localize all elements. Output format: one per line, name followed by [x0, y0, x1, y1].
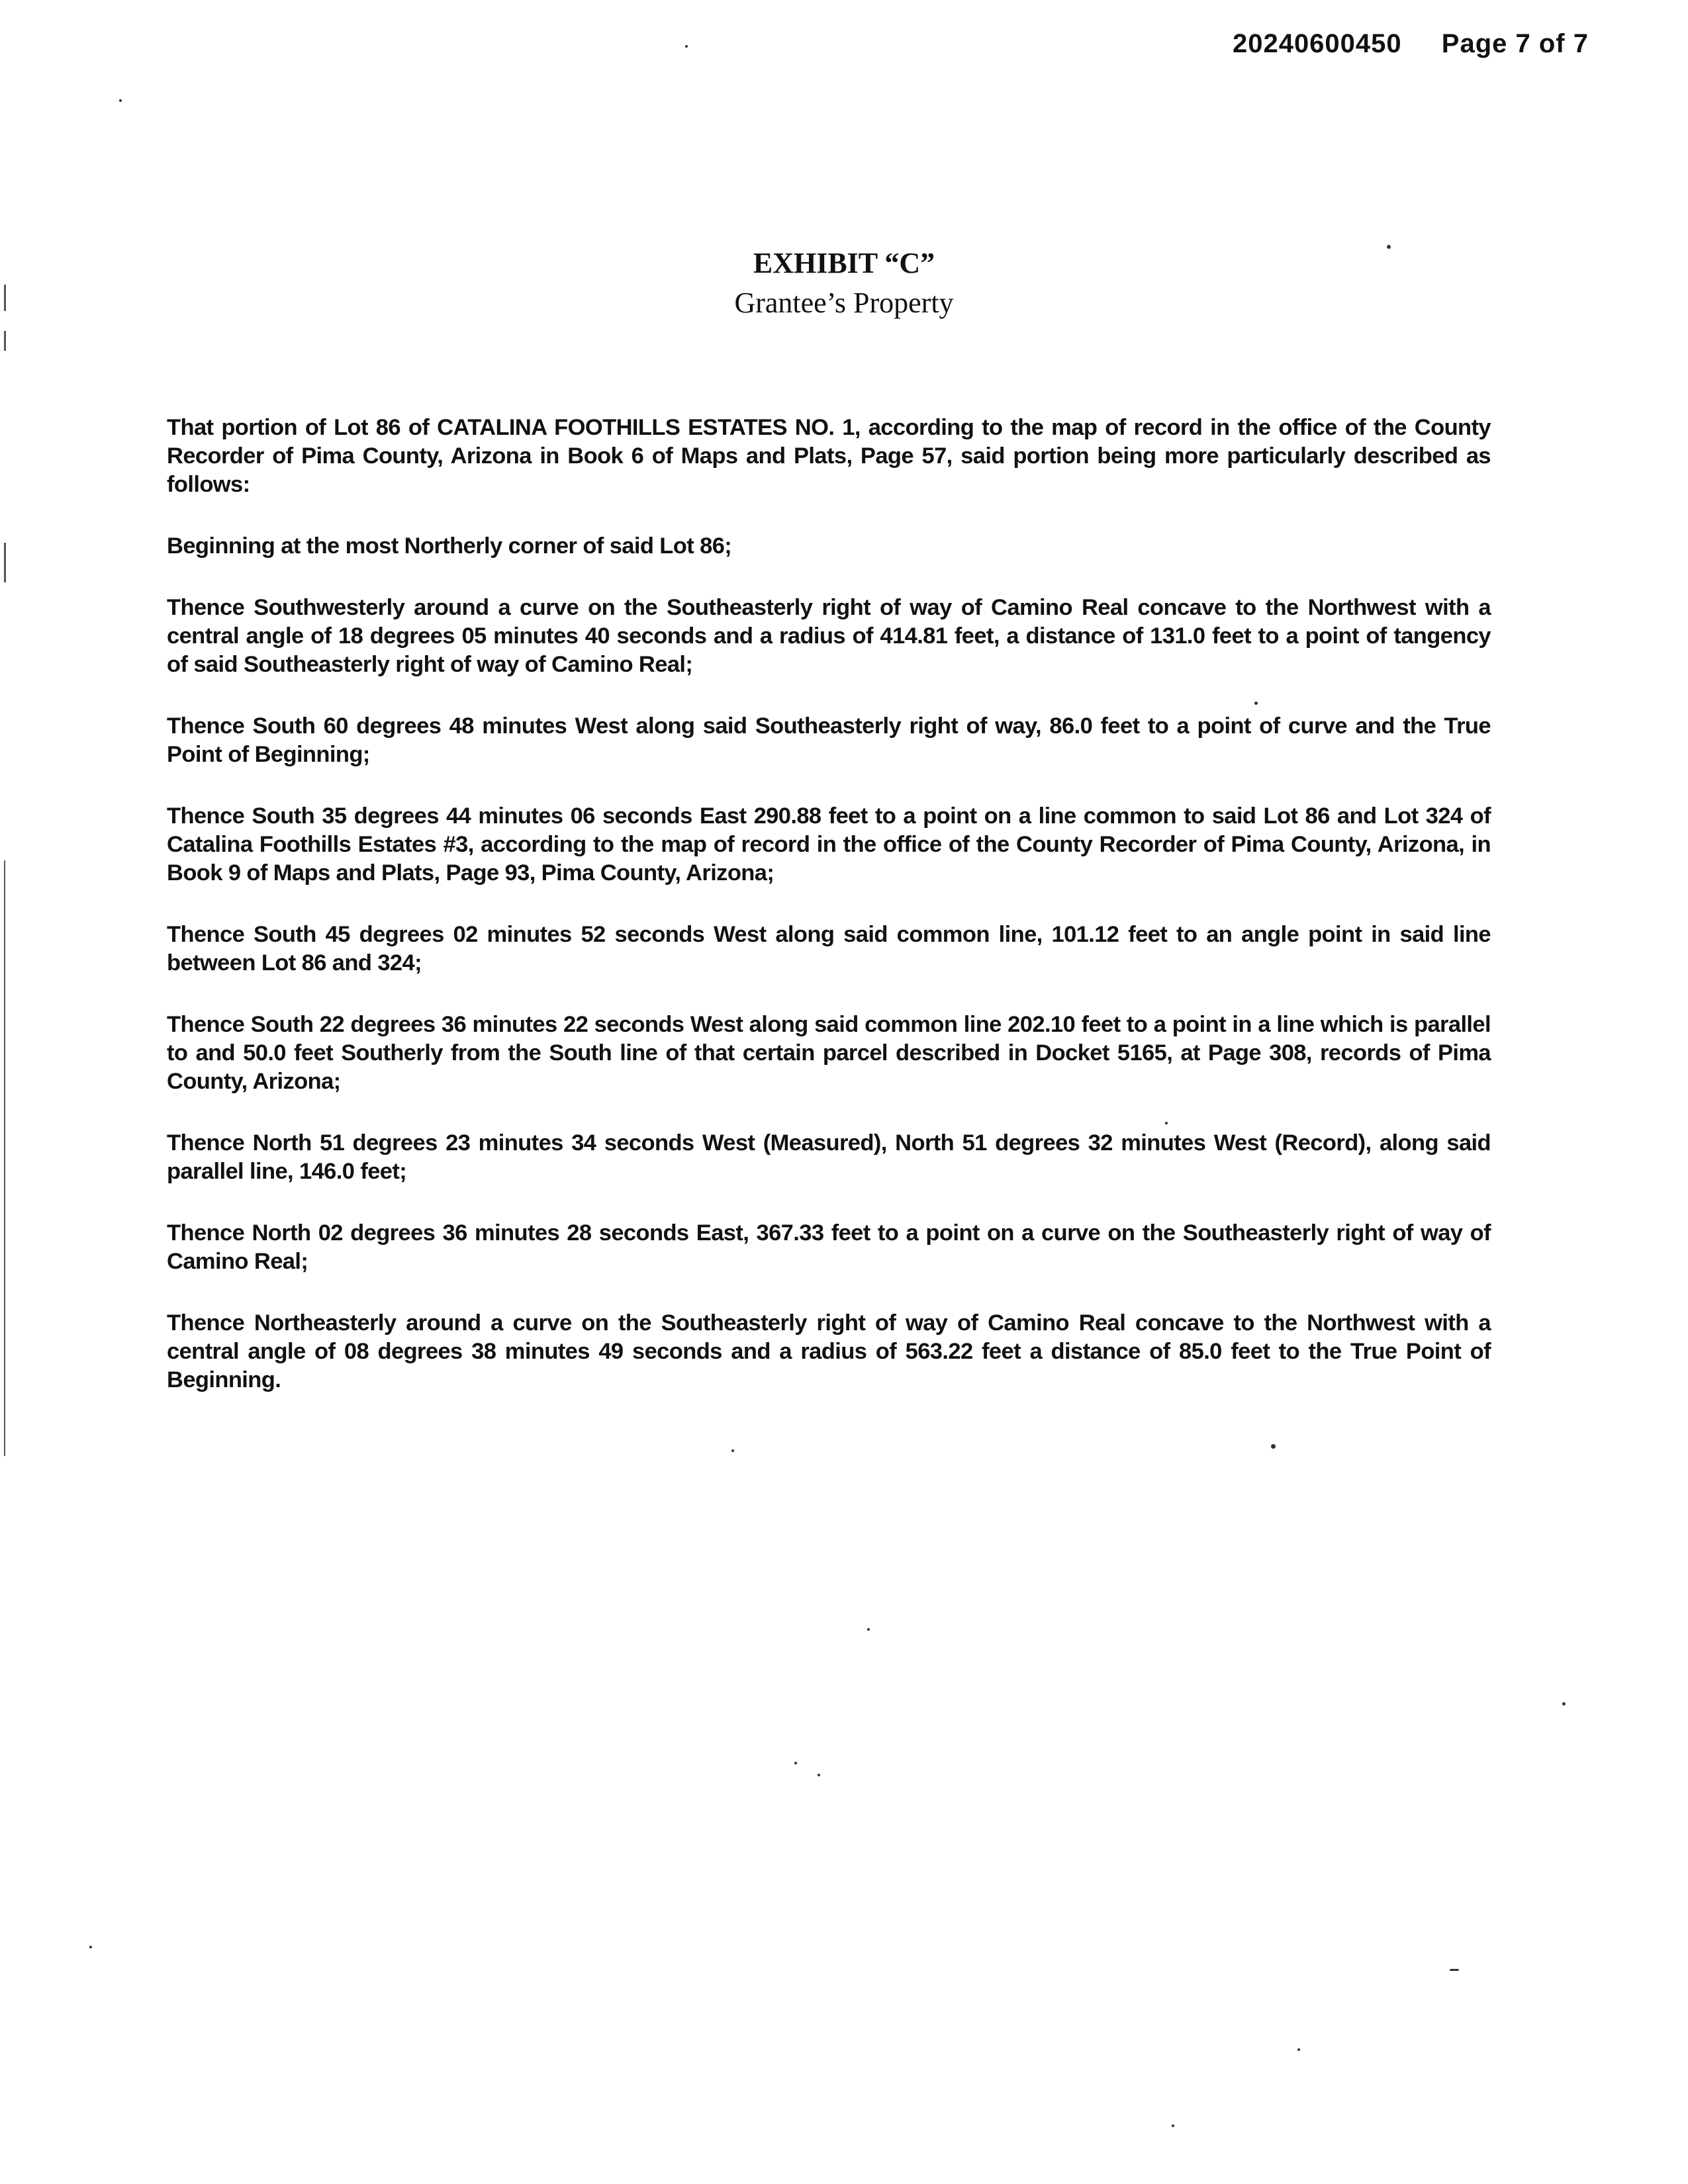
scan-speck	[731, 1449, 734, 1452]
paragraph: Thence Northeasterly around a curve on the Southeasterly right of way of Camino Real concave to the Northwest with a central angle of 08 degrees 38 minutes 49 seconds and a radius of 563.22 feet a distance of 85.0 feet to the True Point of Beginning.	[167, 1310, 1491, 1392]
paragraph: Thence South 22 degrees 36 minutes 22 seconds West along said common line 202.10 feet to a point in a line which is parallel to and 50.0 feet Southerly from the South line of that certain parcel described in Docket 5165, at Page 308, records of Pima County, Arizona;	[167, 1012, 1491, 1094]
scan-speck	[1165, 1122, 1168, 1124]
scan-speck	[1450, 1969, 1459, 1971]
scan-speck	[1387, 245, 1391, 249]
paragraph: Thence North 02 degrees 36 minutes 28 seconds East, 367.33 feet to a point on a curve on the Southeasterly right of way of Camino Real;	[167, 1220, 1491, 1274]
paragraph: Thence North 51 degrees 23 minutes 34 seconds West (Measured), North 51 degrees 32 minutes West (Record), along said parallel line, 146.0 feet;	[167, 1130, 1491, 1184]
legal-description	[167, 414, 1491, 1428]
scan-speck	[794, 1762, 797, 1764]
scan-edge-mark	[4, 860, 5, 1456]
paragraph: Beginning at the most Northerly corner of said Lot 86;	[167, 533, 732, 559]
page-number: Page 7 of 7	[1441, 29, 1589, 58]
exhibit-title: EXHIBIT “C”	[753, 247, 935, 279]
exhibit-subtitle: Grantee’s Property	[734, 287, 954, 319]
scan-edge-mark	[4, 543, 6, 582]
scan-edge-mark	[4, 285, 6, 311]
scan-speck	[119, 99, 122, 102]
scan-edge-mark	[4, 331, 6, 351]
scan-speck	[1271, 1444, 1276, 1449]
scan-speck	[867, 1628, 870, 1631]
document-number: 20240600450	[1232, 29, 1402, 58]
scan-speck	[685, 45, 688, 48]
scan-speck	[1254, 702, 1258, 705]
paragraph: Thence Southwesterly around a curve on the Southeasterly right of way of Camino Real concave to the Northwest with a central angle of 18 degrees 05 minutes 40 seconds and a radius of 414.81 feet, a distance of 131.0 feet to a point of tangency of said Southeasterly right of way of Camino Real;	[167, 595, 1491, 677]
paragraph: Thence South 60 degrees 48 minutes West along said Southeasterly right of way, 86.0 feet to a point of curve and the True Point of Beginning;	[167, 713, 1491, 767]
scan-speck	[89, 1946, 92, 1948]
paragraph: Thence South 35 degrees 44 minutes 06 seconds East 290.88 feet to a point on a line common to said Lot 86 and Lot 324 of Catalina Foothills Estates #3, according to the map of record in the office of the County Recorder of Pima County, Arizona, in Book 9 of Maps and Plats, Page 93, Pima County, Arizona;	[167, 803, 1491, 886]
scan-speck	[1297, 2048, 1300, 2051]
page-header	[1233, 29, 1589, 59]
paragraph: Thence South 45 degrees 02 minutes 52 seconds West along said common line, 101.12 feet to an angle point in said line between Lot 86 and 324;	[167, 922, 1491, 976]
scan-speck	[1562, 1702, 1566, 1706]
scan-speck	[818, 1774, 820, 1776]
scan-speck	[1172, 2124, 1174, 2127]
paragraph: That portion of Lot 86 of CATALINA FOOTHILLS ESTATES NO. 1, according to the map of record in the office of the County Recorder of Pima County, Arizona in Book 6 of Maps and Plats, Page 57, said portion being more particularly described as follows:	[167, 415, 1491, 497]
